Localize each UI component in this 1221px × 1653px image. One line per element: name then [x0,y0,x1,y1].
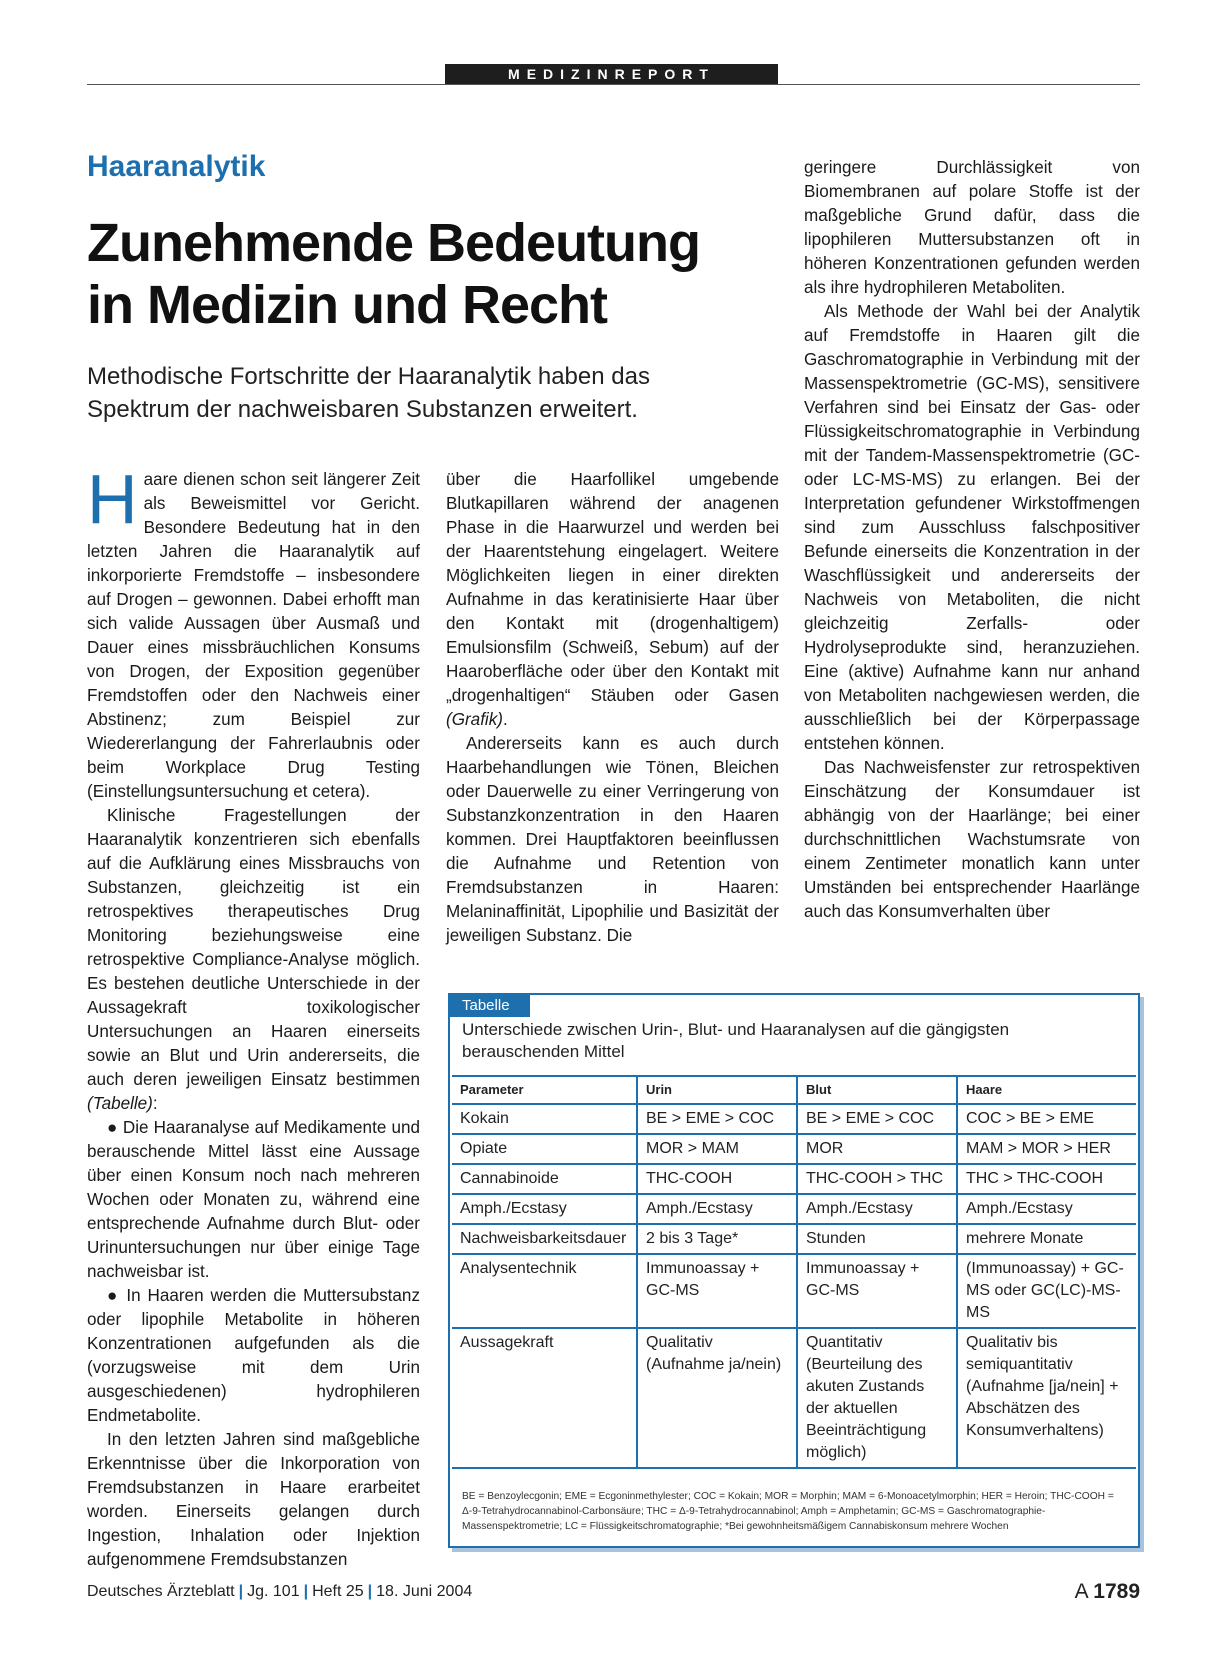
table-cell: Opiate [452,1134,637,1164]
page-number-value: 1789 [1093,1580,1140,1603]
table-cell: Amph./Ecstasy [452,1194,637,1224]
table-cell: Immunoassay + GC-MS [637,1254,797,1328]
table-cell: COC > BE > EME [957,1104,1136,1134]
journal-name: Deutsches Ärzteblatt [87,1583,235,1600]
dropcap: H [87,460,138,538]
separator: | [367,1583,373,1600]
table-row [452,1254,1136,1328]
bullet-item: ● In Haaren werden die Muttersubstanz oder lipophile Metabolite in höheren Konzentrationen aufgefunden als die (vorzugsweise mit dem Urin ausgeschiedenen) hydrophileren Endmetabolite. [87,1286,420,1425]
table-cell: Aussagekraft [452,1328,637,1468]
footer-citation [87,1583,472,1601]
table-cell: MAM > MOR > HER [957,1134,1136,1164]
paragraph: geringere Durchlässigkeit von Biomembranen auf polare Stoffe ist der maßgebliche Grund dafür, dass die lipophileren Muttersubstanzen oft in höheren Konzentrationen gefunden werden als ihre hydrophileren Metaboliten. [804,158,1140,297]
article-kicker: Haaranalytik [87,150,266,183]
table-row [452,1328,1136,1468]
paragraph-text: . [502,710,508,729]
table-box [448,993,1140,1548]
header-rule [87,84,1140,85]
volume: Jg. 101 [247,1583,300,1600]
table-cell: Amph./Ecstasy [637,1194,797,1224]
table-cell: Immunoassay + GC-MS [797,1254,957,1328]
table-cell: Qualitativ (Aufnahme ja/nein) [637,1328,797,1468]
paragraph-text: aare dienen schon seit längerer Zeit als Beweismittel vor Gericht. Besondere Bedeutung hat in den letzten Jahren die Haaranalytik auf inkorporierte Fremdstoffe – insbesondere auf Drogen – gewonnen. Dabei erhofft man sich valide Aussagen über Ausmaß und Dauer eines missbräuchlichen Konsums von Drogen, der Exposition gegenüber Fremdstoffen oder den Nachweis einer Abstinenz; zum Beispiel zur Wiedererlangung der Fahrerlaubnis oder beim Workplace Drug Testing (Einstellungsuntersuchung et cetera). [87,470,420,801]
paragraph [87,460,420,804]
comparison-table [452,1075,1136,1469]
table-cell: Kokain [452,1104,637,1134]
table-cell: Cannabinoide [452,1164,637,1194]
page-prefix: A [1074,1580,1088,1603]
table-reference[interactable]: (Tabelle) [87,1094,153,1113]
table-footnotes: BE = Benzoylecgonin; EME = Ecgoninmethylester; COC = Kokain; MOR = Morphin; MAM = 6-Monoacetylmorphin; HER = Heroin; THC-COOH = Δ-9-Tetrahydrocannabinol-Carbonsäure; THC = Δ-9-Tetrahydrocannabinol; Amph = Amphetamin; GC-MS = Gaschromatographie-Massenspektrometrie; LC = Flüssigkeitschromatographie; *Bei gewohnheitsmäßigem Cannabiskonsum mehrere Wochen [462,1491,1114,1532]
table-row [452,1224,1136,1254]
table-cell: Amph./Ecstasy [957,1194,1136,1224]
text-column-2 [446,468,779,948]
issue: Heft 25 [312,1583,364,1600]
table-cell: Nachweisbarkeitsdauer [452,1224,637,1254]
table-cell: Amph./Ecstasy [797,1194,957,1224]
table-cell: THC-COOH [637,1164,797,1194]
table-row [452,1134,1136,1164]
column-header: Blut [797,1076,957,1104]
table-cell: 2 bis 3 Tage* [637,1224,797,1254]
column-header: Urin [637,1076,797,1104]
paragraph-text: Klinische Fragestellungen der Haaranalytik konzentrieren sich ebenfalls auf die Aufklärung eines Missbrauchs von Substanzen, gleichzeitig ist ein retrospektives therapeutisches Drug Monitoring beziehungsweise eine retrospektive Compliance-Analyse möglich. Es bestehen deutliche Unterschiede in der Aussagekraft toxikologischer Untersuchungen an Haaren einerseits sowie an Blut und Urin andererseits, die auch deren jeweiligen Einsatz bestimmen [87,806,420,1089]
table-row [452,1104,1136,1134]
table-cell: THC > THC-COOH [957,1164,1136,1194]
article-subhead: Methodische Fortschritte der Haaranalytik haben das Spektrum der nachweisbaren Substanzen erweitert. [87,363,650,423]
table-cell: Analysentechnik [452,1254,637,1328]
headline-line-2: in Medizin und Recht [87,275,607,335]
paragraph-text: : [152,1094,158,1113]
paragraph: Als Methode der Wahl bei der Analytik auf Fremdstoffe in Haaren gilt die Gaschromatographie in Verbindung mit der Massenspektrometrie (GC-MS), sensitivere Verfahren sind bei Einsatz der Gas- oder Flüssigkeitschromatographie in Verbindung mit der Tandem-Massenspektrometrie (GC- oder LC-MS-MS) zu erlangen. Bei der Interpretation gefundener Wirkstoffmengen sind zum Ausschluss falschpositiver Befunde einerseits die Konzentration in der Waschflüssigkeit und andererseits der Nachweis von Metaboliten, die nicht gleichzeitig Zerfalls- oder Hydrolyseprodukte sind, heranzuziehen. Eine (aktive) Aufnahme kann nur anhand von Metaboliten nachgewiesen werden, die ausschließlich bei der Körperpassage entstehen können. [804,302,1140,753]
issue-date: 18. Juni 2004 [376,1583,473,1600]
column-header: Parameter [452,1076,637,1104]
paragraph [87,804,420,1116]
table-cell: mehrere Monate [957,1224,1136,1254]
table-cell: BE > EME > COC [637,1104,797,1134]
table-cell: (Immunoassay) + GC-MS oder GC(LC)-MS-MS [957,1254,1136,1328]
table-cell: MOR [797,1134,957,1164]
table-row [452,1164,1136,1194]
paragraph: Das Nachweisfenster zur retrospektiven Einschätzung der Konsumdauer ist abhängig von der Haarlänge; bei einer durchschnittlichen Wachstumsrate von einem Zentimeter monatlich kann unter Umständen bei entsprechender Haarlänge auch das Konsumverhalten über [804,758,1140,921]
table-tag: Tabelle [450,995,530,1017]
table-cell: Qualitativ bis semiquantitativ (Aufnahme [ja/nein] + Abschätzen des Konsumverhaltens) [957,1328,1136,1468]
table-cell: Quantitativ (Beurteilung des akuten Zustands der aktuellen Beeinträchtigung möglich) [797,1328,957,1468]
section-label: MEDIZINREPORT [445,64,778,85]
bullet-item: ● Die Haaranalyse auf Medikamente und berauschende Mittel lässt eine Aussage über einen Konsum noch nach mehreren Wochen oder Monaten zu, während eine entsprechende Aufnahme durch Blut- oder Urinuntersuchungen nur über einige Tage nachweisbar ist. [87,1118,420,1281]
paragraph: In den letzten Jahren sind maßgebliche Erkenntnisse über die Inkorporation von Fremdsubstanzen in Haare erarbeitet worden. Einerseits gelangen durch Ingestion, Inhalation oder Injektion aufgenommene Fremdsubstanzen [87,1430,420,1569]
table-cell: BE > EME > COC [797,1104,957,1134]
separator: | [303,1583,309,1600]
table-cell: MOR > MAM [637,1134,797,1164]
headline-line-1: Zunehmende Bedeutung [87,213,700,273]
figure-reference[interactable]: (Grafik) [446,710,503,729]
text-column-3 [804,156,1140,924]
table-cell: THC-COOH > THC [797,1164,957,1194]
table-title: Unterschiede zwischen Urin-, Blut- und Haaranalysen auf die gängigsten berauschenden Mittel [462,1020,1010,1061]
paragraph [446,468,779,732]
column-header: Haare [957,1076,1136,1104]
separator: | [238,1583,244,1600]
paragraph-text: über die Haarfollikel umgebende Blutkapillaren während der anagenen Phase in die Haarwurzel und werden bei der Haarentstehung eingelagert. Weitere Möglichkeiten liegen in einer direkten Aufnahme in das keratinisierte Haar über den Kontakt mit (drogenhaltigem) Emulsionsfilm (Schweiß, Sebum) auf der Haaroberfläche oder über den Kontakt mit „drogenhaltigen“ Stäuben oder Gasen [446,470,779,705]
text-column-1 [87,460,420,1572]
page-number [1075,1580,1140,1604]
table-cell: Stunden [797,1224,957,1254]
table-row [452,1194,1136,1224]
article-headline [87,212,767,336]
paragraph: Andererseits kann es auch durch Haarbehandlungen wie Tönen, Bleichen oder Dauerwelle zu einer Verringerung von Substanzkonzentration in den Haaren kommen. Drei Hauptfaktoren beeinflussen die Aufnahme und Retention von Fremdsubstanzen in Haaren: Melaninaffinität, Lipophilie und Basizität der jeweiligen Substanz. Die [446,734,779,945]
table-header-row [452,1076,1136,1104]
